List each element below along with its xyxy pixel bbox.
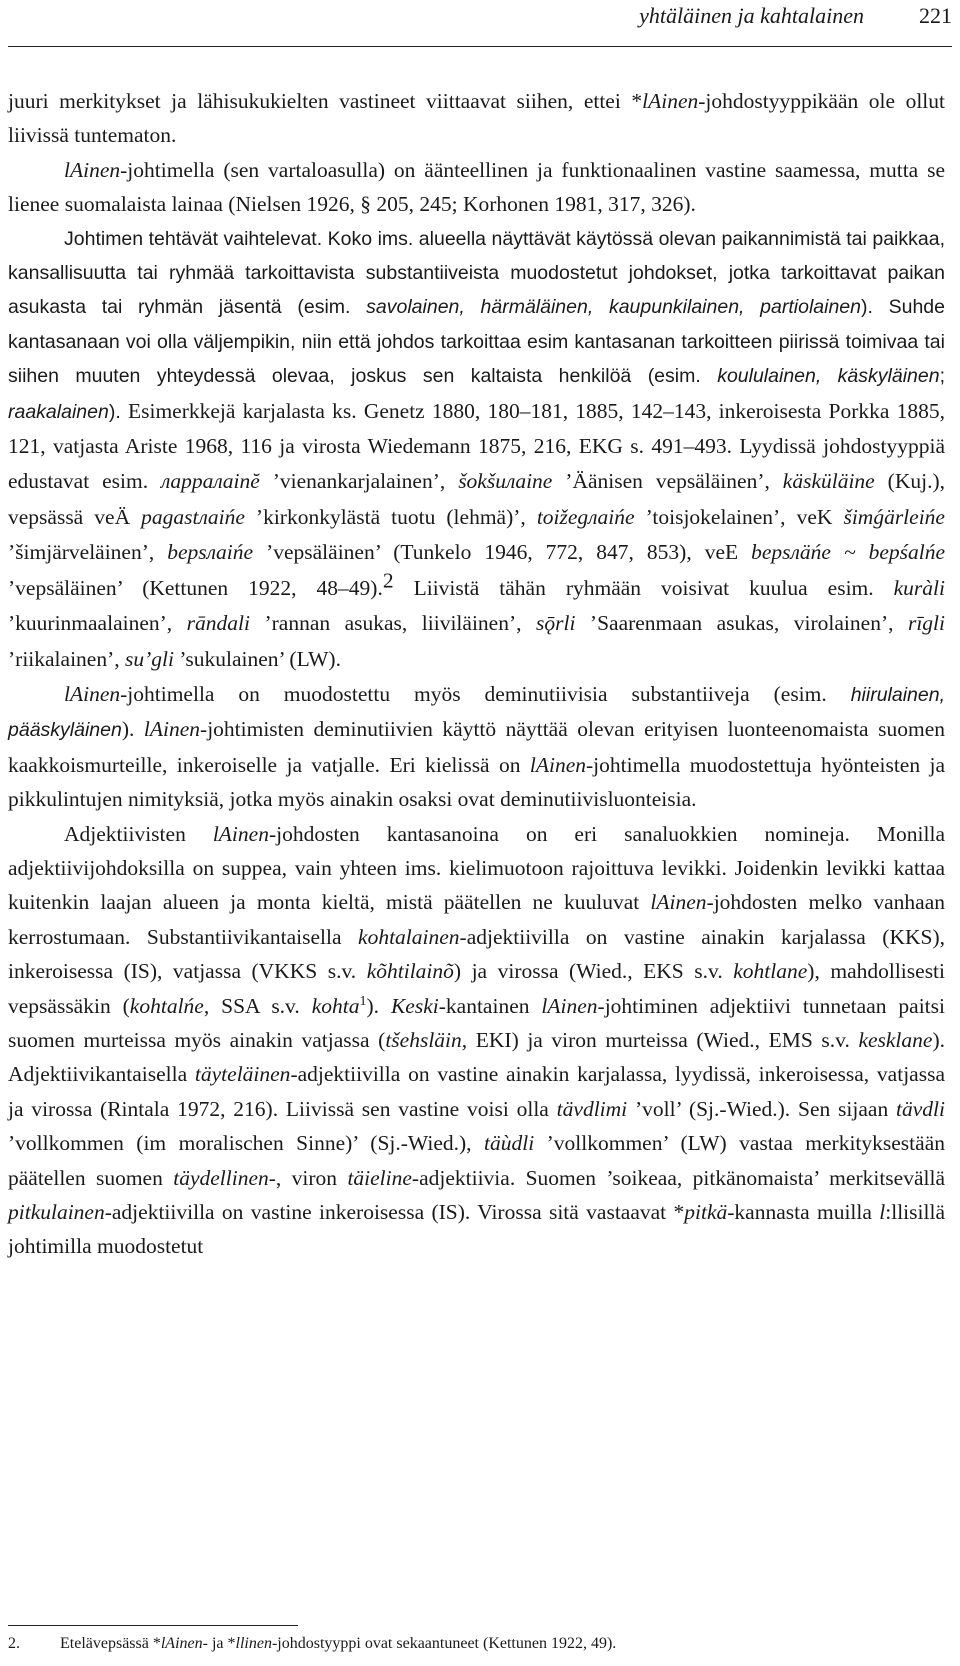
text-run: :llisillä johtimilla muodostetut (8, 1200, 945, 1259)
italic-term: su’gli (125, 646, 174, 671)
text-run: ’kuurinmaalainen’, (8, 611, 187, 636)
italic-term: hiirulainen, pääskyläinen (8, 683, 945, 742)
footnote-text (60, 1635, 616, 1652)
text-run: Adjektiivisten (64, 821, 213, 846)
italic-term: täùdli (484, 1131, 535, 1156)
text-run: -adjektiivilla on vastine ainakin karjalassa, lyydissä, inkeroisessa, vatjassa ja virossa (Rintala 1972, 216). Liivissä sen vastine voisi olla (8, 1062, 945, 1121)
text-run: juuri merkitykset ja lähisukukielten vastineet viittaavat siihen, ettei * (8, 89, 643, 113)
text-run: ). (366, 993, 391, 1018)
text-run: -johtimisten deminutiivien käyttö näyttää olevan erityisen luonteenomaista suomen kaakkoismurteille, inkeroiselle ja vatjalle. Eri kielissä on (8, 717, 945, 777)
running-title: yhtäläinen ja kahtalainen (639, 3, 864, 28)
text-run: ’voll’ (Sj.-Wied.). Sen sijaan (627, 1096, 897, 1121)
text-run: - ja * (202, 1635, 236, 1652)
text-run: -johdostyyppikään ole ollut liivissä tuntematon. (8, 89, 946, 148)
text-run: ’riikalainen’, (8, 646, 126, 671)
text-run: ’vollkommen (im moralischen Sinne)’ (Sj.-Wied.), (8, 1131, 484, 1156)
text-run: -johtimella (sen vartaloasulla) on äänteellinen ja funktionaalinen vastine saamessa, mutta se lienee suomalaista lainaa (Nielsen 1926, § 205, 245; Korhonen 1981, 317, 326). (8, 157, 945, 217)
text-run: ), mahdollisesti vepsässäkin ( (8, 959, 946, 1018)
italic-term: täydellinen (173, 1165, 269, 1190)
italic-term: llinen (235, 1635, 272, 1652)
text-run: ’rannan asukas, liiviläinen’, (249, 611, 536, 636)
italic-term: tšehsläin (385, 1027, 462, 1052)
page-number: 221 (919, 3, 952, 28)
italic-term: šimǵärleińe (843, 504, 945, 529)
italic-term: rāndali (186, 611, 250, 636)
text-run: -johdosten kantasanoina on eri sanaluokkien nomineja. Monilla adjektiivijohdoksilla on suppea, vain yhteen ims. kielimuotoon rajoittuva levikki. Joidenkin levikki kattaa kuitenkin laajan alueen ja monta kieltä, mistä päätellen ne kuuluvat (8, 821, 945, 915)
italic-term: täieline (347, 1165, 412, 1190)
superscript: 1 (359, 993, 367, 1009)
italic-term: bepsлäńe ~ bepśalńe (751, 540, 945, 565)
text-run: ’šimjärveläinen’, (8, 540, 168, 565)
text-run: , SSA s.v. (203, 993, 312, 1018)
italic-term: pagastлaińe (141, 504, 245, 529)
italic-term: täyteläinen (194, 1062, 291, 1087)
text-run: -adjektiivilla on vastine inkeroisessa (IS). Virossa sitä vastaavat * (104, 1200, 685, 1224)
text-run: -kantainen (438, 993, 542, 1018)
footnote-number: 2. (8, 1635, 20, 1652)
italic-term: lAinen (541, 993, 598, 1018)
text-run: ; (939, 365, 945, 388)
italic-term: kohta (311, 993, 360, 1018)
italic-term: lAinen (64, 157, 121, 182)
italic-term: лaрpaлainĕ (161, 469, 260, 494)
italic-term: lAinen (650, 890, 707, 915)
italic-term: raakalainen (8, 400, 109, 423)
paragraph (8, 84, 945, 153)
italic-term: toižegлaińe (536, 504, 635, 529)
italic-term: lAinen (529, 752, 587, 777)
running-head (8, 0, 952, 47)
italic-term: tävdlimi (556, 1096, 628, 1121)
italic-term: kohtlane (733, 959, 808, 984)
italic-term: käsküläine (782, 469, 875, 494)
text-run: -johtimella muodostettuja hyönteisten ja pikkulintujen nimityksiä, jotka myös ainakin osaksi ovat deminutiivisluonteisia. (8, 752, 945, 812)
text-run: -johtiminen adjektiivi tunnetaan paitsi suomen murteissa myös ainakin vatjassa ( (8, 993, 945, 1052)
text-run: ’kirkonkylästä tuotu (lehmä)’, (244, 504, 537, 529)
text-run: ) ja virossa (Wied., EKS s.v. (453, 959, 734, 984)
italic-term: lAinen (212, 821, 269, 846)
text-run: ’Saarenmaan asukas, virolainen’, (575, 611, 908, 636)
text-run: ’vollkommen’ (LW) vastaa merkityksestään päätellen suomen (8, 1131, 945, 1190)
italic-term: koululainen, käskyläinen (717, 365, 940, 388)
italic-term: Keski (390, 993, 439, 1018)
body-text (8, 84, 945, 1264)
text-run: (Kuj.), vepsässä veÄ (8, 469, 945, 529)
text-run: -johdosten melko vanhaan kerrostumaan. Substantiivikantaisella (8, 890, 945, 949)
text-run: ’vepsäläinen’ (Kettunen 1922, 48–49). (8, 575, 383, 600)
text-run: ’Äänisen vepsäläinen’, (552, 469, 783, 494)
italic-term: kõhtilainõ (366, 959, 454, 984)
paragraph (8, 153, 945, 222)
text-run: ’sukulainen’ (LW). (174, 646, 341, 671)
text-run: ). (108, 400, 128, 423)
paragraph (8, 817, 945, 1264)
italic-term: savolainen, härmäläinen, kaupunkilainen, partiolainen (366, 296, 861, 319)
italic-term: lAinen (143, 717, 201, 742)
text-run: Johtimen tehtävät vaihtelevat. Koko ims. alueella näyttävät käytössä olevan paikannimistä tai paikkaa, kansallisuutta tai ryhmää tarkoittavista substantiiveista muodostetut johdokset, jotka tarkoittavat paikan asukasta tai ryhmän jäsentä (esim. (8, 227, 945, 319)
italic-term: sǭrli (535, 611, 576, 636)
text-run: -johtimella on muodostettu myös deminutiivisia substantiiveja (esim. (120, 681, 851, 706)
italic-term: bepsлaińe (167, 540, 254, 565)
text-run: ). (121, 717, 144, 742)
text-run: ’vienankarjalainen’, (259, 469, 459, 494)
text-run: Liivistä tähän ryhmään voisivat kuulua esim. (393, 575, 894, 600)
italic-term: šokšuлaine (458, 469, 553, 494)
italic-term: kesklane (858, 1027, 933, 1052)
italic-term: tävdli (896, 1096, 945, 1121)
italic-term: pitkä (684, 1200, 728, 1224)
text-run: ’vepsäläinen’ (Tunkelo 1946, 772, 847, 853), veE (253, 540, 752, 565)
italic-term: l (879, 1200, 886, 1224)
paragraph (8, 222, 945, 677)
italic-term: lAinen (64, 681, 121, 706)
text-run: , EKI) ja viron murteissa (Wied., EMS s.v. (461, 1027, 859, 1052)
text-run: Etelävepsässä * (60, 1635, 161, 1652)
italic-term: pitkulainen (8, 1200, 105, 1224)
italic-term: kuràli (893, 575, 945, 600)
italic-term: lAinen (642, 89, 699, 113)
text-run: -johdostyyppi ovat sekaantuneet (Kettunen 1922, 49). (271, 1635, 617, 1652)
text-run: ). Suhde kantasanaan voi olla väljempikin, niin että johdos tarkoittaa esim kantasanan tarkoitteen piirissä toimivaa tai siihen muuten yhteydessä olevaa, joskus sen kaltaista henkilöä (esim. (8, 296, 946, 388)
text-run: -adjektiivia. Suomen ’soikeaa, pitkänomaista’ merkitsevällä (411, 1165, 945, 1190)
text-run: Esimerkkejä karjalasta ks. Genetz 1880, 180–181, 1885, 142–143, inkeroisesta Porkka 1885, 121, vatjasta Ariste 1968, 116 ja virosta Wiedemann 1875, 216, EKG s. 491–493. Lyydissä johdostyyppiä edustavat esim. (8, 398, 945, 494)
italic-term: kohtalńe (129, 993, 204, 1018)
paragraph (8, 677, 945, 817)
text-run: ’toisjokelainen’, veK (634, 504, 844, 529)
footnote-rule (8, 1625, 298, 1626)
text-run: ). Adjektiivikantaisella (8, 1027, 945, 1087)
text-run: -, viron (268, 1165, 348, 1190)
superscript: 2 (382, 568, 394, 593)
italic-term: kohtalainen (358, 924, 460, 949)
text-run: -adjektiivilla on vastine ainakin karjalassa (KKS), inkeroisessa (IS), vatjassa (VKKS s.v. (8, 924, 945, 984)
footnote (8, 1633, 953, 1655)
italic-term: lAinen (160, 1635, 203, 1652)
italic-term: rīgli (907, 611, 946, 636)
text-run: -kannasta muilla (727, 1200, 880, 1224)
